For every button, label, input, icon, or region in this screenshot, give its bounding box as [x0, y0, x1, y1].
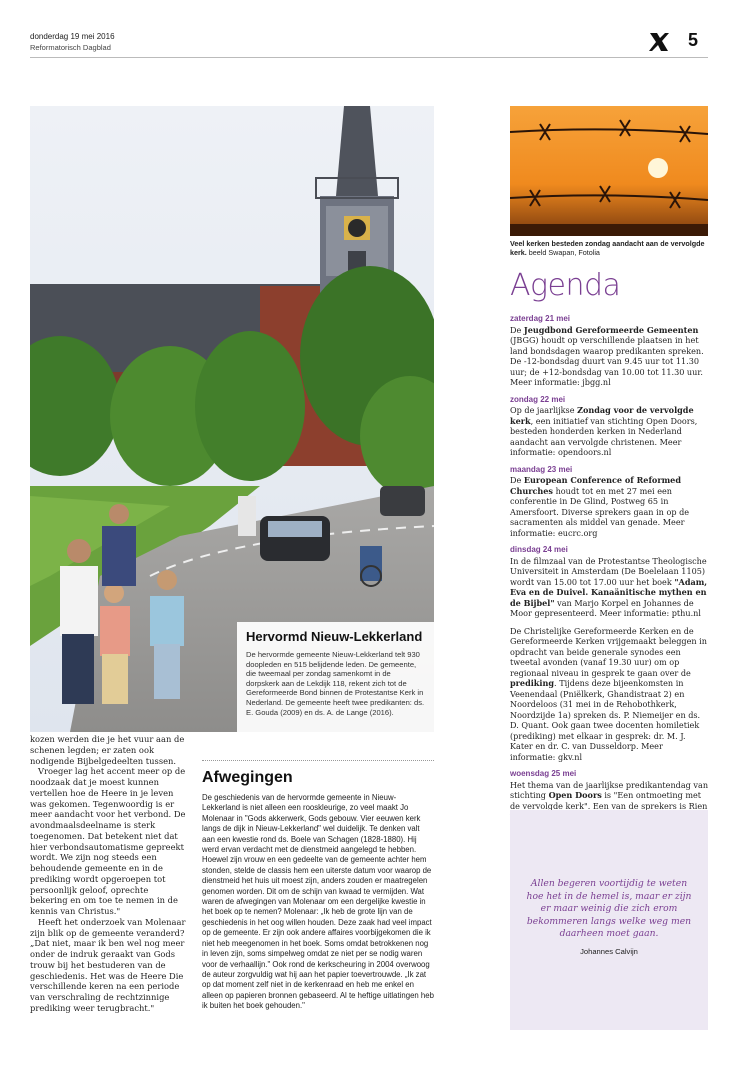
photo-caption [237, 622, 434, 732]
article-paragraph: kozen werden die je het vuur aan de schenen legden; er zaten ook nodigende Bijbelgedeelten tussen. [30, 734, 185, 766]
agenda-text: van Marjo Korpel en Johannes de Moor gepresenteerd. Meer informatie: pthu.nl [510, 597, 701, 618]
agenda-item [510, 314, 710, 388]
photo-caption-text: De hervormde gemeente Nieuw-Lekkerland telt 930 doopleden en 515 belijdende leden. De gemeente, die tweemaal per zondag samenkomt in de dorpskerk aan de Lekdijk 118, rekent zich tot de Gereformeerde Bond binnen de Protestantse Kerk in Nederland. De gemeente heeft twee predikanten: ds. E. Gouda (2009) en ds. A. de Lange (2016). [246, 650, 425, 717]
agenda-highlight: Jeugdbond Gereformeerde Gemeenten [523, 324, 699, 335]
agenda-highlight: Zondag voor de vervolgde kerk [510, 405, 694, 426]
agenda-text: De [510, 324, 524, 335]
barbed-wire-image [510, 106, 708, 236]
page-header [30, 32, 708, 58]
newspaper-name: Reformatorisch Dagblad [30, 43, 111, 52]
barbed-wire-caption [510, 239, 708, 258]
agenda-text: (JBGG) houdt op verschillende plaatsen in het land bondsdagen waarop predikanten spreken. De -12-bondsdag duurt van 9.45 uur tot 11.30 uur; de +12-bondsdag van 10.00 tot 11.30 uur. Meer informatie: jbgg.nl [510, 335, 704, 387]
agenda-highlight: prediking [510, 678, 555, 688]
agenda-text: is "Een ontmoeting met de vervolgde kerk". Een van de sprekers is Rien [510, 790, 708, 811]
caption-credit: beeld Swapan, Fotolia [528, 248, 600, 258]
agenda-title: Agenda [510, 268, 621, 303]
quote-text: Allen begeren voortijdig te weten hoe het in de hemel is, maar er zijn er maar weinig die zich erom bekommeren langs welke weg men daarheen moet gaan. [526, 878, 692, 940]
section-body: De geschiedenis van de hervormde gemeente in Nieuw-Lekkerland is niet alleen een rooskleurige, zo veel maakt Jo Molenaar in "Gods akkerwerk, Gods gebouw. Vier eeuwen kerk langs de dijk in Nieuw-Lekkerland" wel duidelijk. Te denken valt aan een kwestie rond ds. Boele van Schagen (1828-1880). Hij werd ervan verdacht met de dienstmeid aangelegd te hebben. Hoewel zijn vrouw en een gedeelte van de gemeente achter hem stonden, stelde de classis hem een uiterste datum voor waarop de dienstmeid het huis uit moest zijn, anders zouden er maatregelen genomen worden. Dit om de schijn van kwaad te vermijden. Wat waren de afwegingen van Molenaar om een dergelijke kwestie in het boek op te nemen? Molenaar: „Ik heb de grote lijn van de geschiedenis in het oog willen houden. Deze zaak had veel impact op de gemeente. Er zijn ook andere affaires voorbijgekomen die ik niet heb meegenomen in het boek. Soms omdat betrokkenen nog in leven zijn, soms simpelweg omdat ze niet per se nodig waren voor de verhaallijn." Ook rond de kerkscheuring in 2004 overwoog de auteur zorgvuldig wat hij aan het papier toevertrouwde. „Ik zat op dat moment zelf niet in de kerkenraad en heb me enkel en alleen op papieren bronnen gebaseerd. Al te heftige uitlatingen heb ik buiten het boek gehouden." [202, 793, 434, 1011]
issue-date: donderdag 19 mei 2016 [30, 32, 115, 41]
agenda-day: maandag 23 mei [510, 464, 573, 474]
agenda-item [510, 626, 710, 763]
agenda-day: dinsdag 24 mei [510, 545, 568, 554]
agenda-highlight: European Conference of Reformed Churches [510, 475, 681, 496]
agenda-item [510, 465, 710, 539]
agenda-text: , een initiatief van stichting Open Doors, besteden honderden kerken in Nederland aandacht aan vervolgde christenen. Meer informatie: opendoors.nl [510, 415, 698, 457]
agenda-list [510, 314, 710, 850]
agenda-text: De [510, 475, 524, 485]
article-paragraph: Heeft het onderzoek van Molenaar zijn blik op de gemeente veranderd? „Dat niet, maar ik ben wel nog meer onder de indruk geraakt van Gods trouw bij het bestuderen van de geschiedenis. Het was de Heere Die verschillende keren na een periode van verschraling de rechtzinnige prediking weer terugbracht." [30, 916, 186, 1013]
agenda-text: Het thema van de jaarlijkse predikantendag van stichting [510, 779, 709, 800]
agenda-highlight: "Adam, Eva en de Duivel. Kanaänitische mythen en de Bijbel" [510, 576, 708, 608]
newspaper-logo-icon [648, 32, 670, 52]
page-number: 5 [688, 30, 699, 50]
church-photo [30, 106, 434, 732]
agenda-text: In de filmzaal van de Protestantse Theologische Universiteit in Amsterdam (De Boelelaan 1105) wordt van 15.00 tot 17.00 uur het boek [510, 555, 707, 587]
agenda-text: houdt tot en met 27 mei een conferentie in De Glind, Postweg 65 in Amersfoort. Diverse sprekers gaan in op de sacramenten als middel van genade. Meer informatie: eucrc.org [510, 485, 690, 538]
agenda-highlight: Open Doors [548, 790, 602, 800]
agenda-text: . Tijdens deze bijeenkomsten in Veenendaal (Pniëlkerk, Ghandistraat 2) en Noordeloos (31 mei in de Rehobothkerk, Noordzijde 1a) spreken ds. P. Niemeijer en ds. D. Quant. Ook gaan twee docenten homiletiek (prediking) met elkaar in gesprek: dr. M. J. Kater en dr. C. van Dusseldorp. Meer informatie: gkv.nl [510, 678, 701, 762]
agenda-item [510, 545, 710, 619]
agenda-item [510, 395, 710, 458]
agenda-text: De Christelijke Gereformeerde Kerken en de Gereformeerde Kerken vrijgemaakt beleggen in opdracht van beide generale synodes een tweetal avonden (vanaf 19.30 uur) om op regionaal niveau in gesprek te gaan over de [510, 625, 707, 678]
section-heading: Afwegingen [202, 769, 293, 786]
article-column-left [30, 734, 188, 1014]
article-column-middle [202, 760, 434, 1012]
caption-bold: Veel kerken besteden zondag aandacht aan de vervolgde kerk. [510, 239, 705, 258]
photo-caption-title: Hervormd Nieuw-Lekkerland [246, 629, 423, 644]
barbed-wire-photo [510, 106, 708, 236]
article-paragraph: Vroeger lag het accent meer op de noodzaak dat je moest kunnen vertellen hoe de Heere in je leven was gekomen. Tegenwoordig is er meer aandacht voor het verbond. De avondmaalsdeelname is sterk toegenomen. Dat betekent niet dat hier verbondsautomatisme gepreekt wordt. We zijn nog steeds een behoudende gemeente en in de prediking wordt opgeroepen tot persoonlijk geloof, oprechte bekering en om toe te nemen in de kennis van Christus." [30, 766, 186, 916]
agenda-day: zondag 22 mei [510, 394, 566, 404]
agenda-day: woensdag 25 mei [510, 769, 577, 778]
quote-author: Johannes Calvijn [580, 947, 638, 956]
agenda-day: zaterdag 21 mei [510, 314, 571, 323]
agenda-text: Op de jaarlijkse [510, 405, 578, 415]
quote-box [510, 810, 708, 1030]
